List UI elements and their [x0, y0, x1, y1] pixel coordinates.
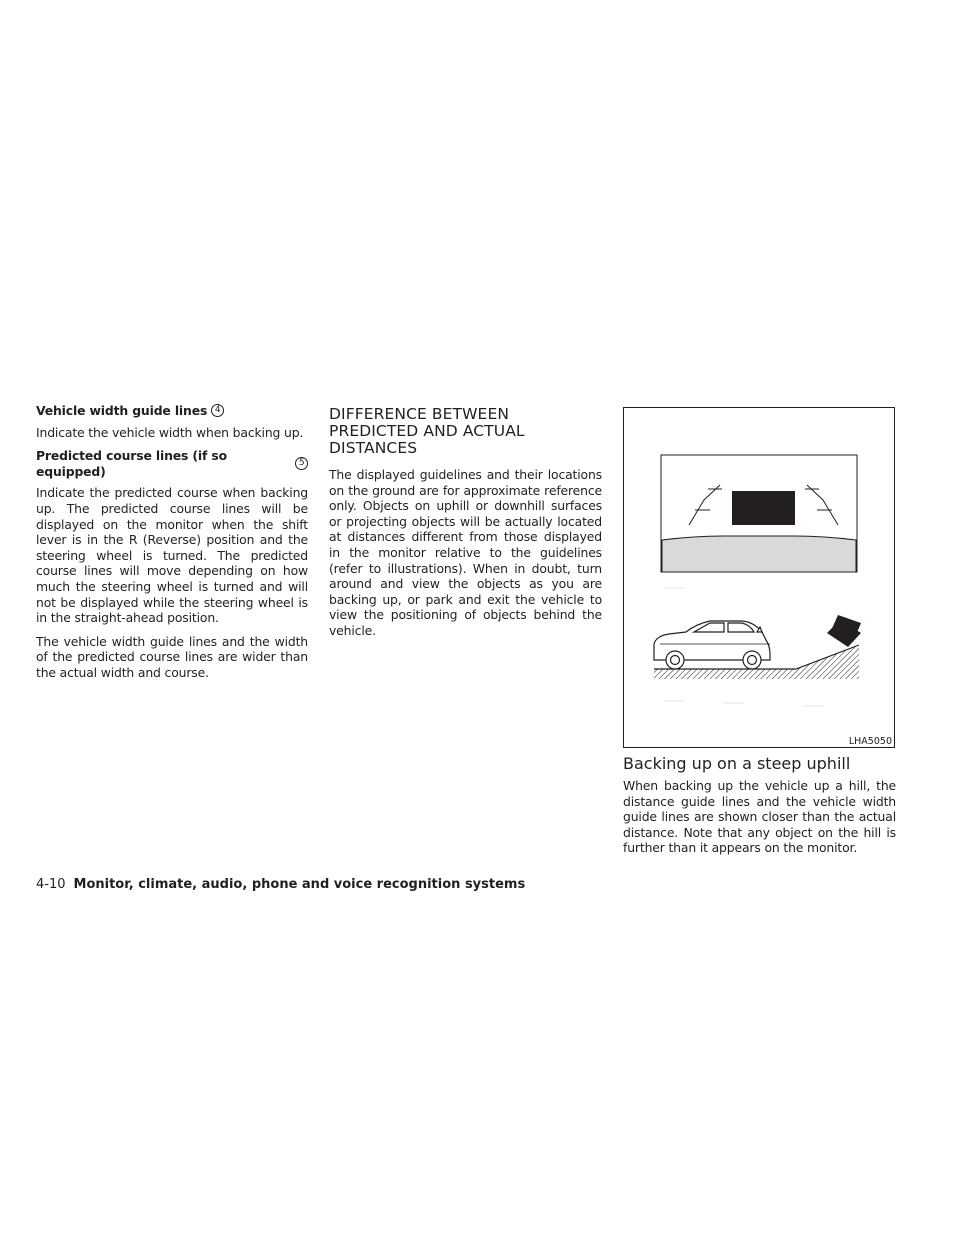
section-heading: DIFFERENCE BETWEEN PREDICTED AND ACTUAL DISTANCES [329, 405, 525, 457]
callout-5-icon: 5 [295, 457, 308, 470]
callout-4-icon: 4 [211, 404, 224, 417]
uphill-illustration [623, 407, 895, 748]
left-column [36, 400, 308, 689]
figure-code: LHA5050 [848, 736, 892, 747]
predicted-course-text: Indicate the predicted course when backing up. The predicted course lines will be displayed on the monitor when the shift lever is in the R (Reverse) position and the steering wheel is turned. The predicted course lines will move depending on how much the steering wheel is turned and will not be displayed while the steering wheel is in the straight-ahead position. [36, 485, 308, 626]
vehicle-width-text: Indicate the vehicle width when backing up. [36, 424, 304, 440]
vehicle-icon [654, 621, 770, 669]
vehicle-width-heading [36, 403, 308, 419]
middle-column [329, 400, 602, 647]
uphill-text-block [623, 778, 896, 864]
uphill-heading: Backing up on a steep uphill [623, 754, 851, 773]
illustration-graphic [624, 408, 894, 747]
section-title: Monitor, climate, audio, phone and voice recognition systems [73, 877, 526, 892]
predicted-course-heading-text: Predicted course lines (if so equipped) [36, 448, 228, 479]
vehicle-width-heading-text: Vehicle width guide lines [36, 403, 208, 418]
monitor-screen-icon [661, 455, 857, 572]
page-number: 4-10 [36, 877, 66, 892]
predicted-course-heading [36, 448, 308, 479]
guide-lines-note: The vehicle width guide lines and the width of the predicted course lines are wider than the actual width and course. [36, 633, 308, 680]
page-footer [36, 877, 525, 893]
uphill-text: When backing up the vehicle up a hill, the distance guide lines and the vehicle width guide lines are shown closer than the actual distance. Note that any object on the hill is further than it appears on the monitor. [623, 778, 896, 856]
object-on-screen-icon [732, 491, 795, 525]
section-text: The displayed guidelines and their locations on the ground are for approximate reference only. Objects on uphill or downhill surfaces or projecting objects will be actually located at distances different from those displayed in the monitor relative to the guidelines (refer to illustrations). When in doubt, turn around and view the objects as you are backing up, or park and exit the vehicle to view the positioning of objects behind the vehicle. [329, 467, 602, 638]
